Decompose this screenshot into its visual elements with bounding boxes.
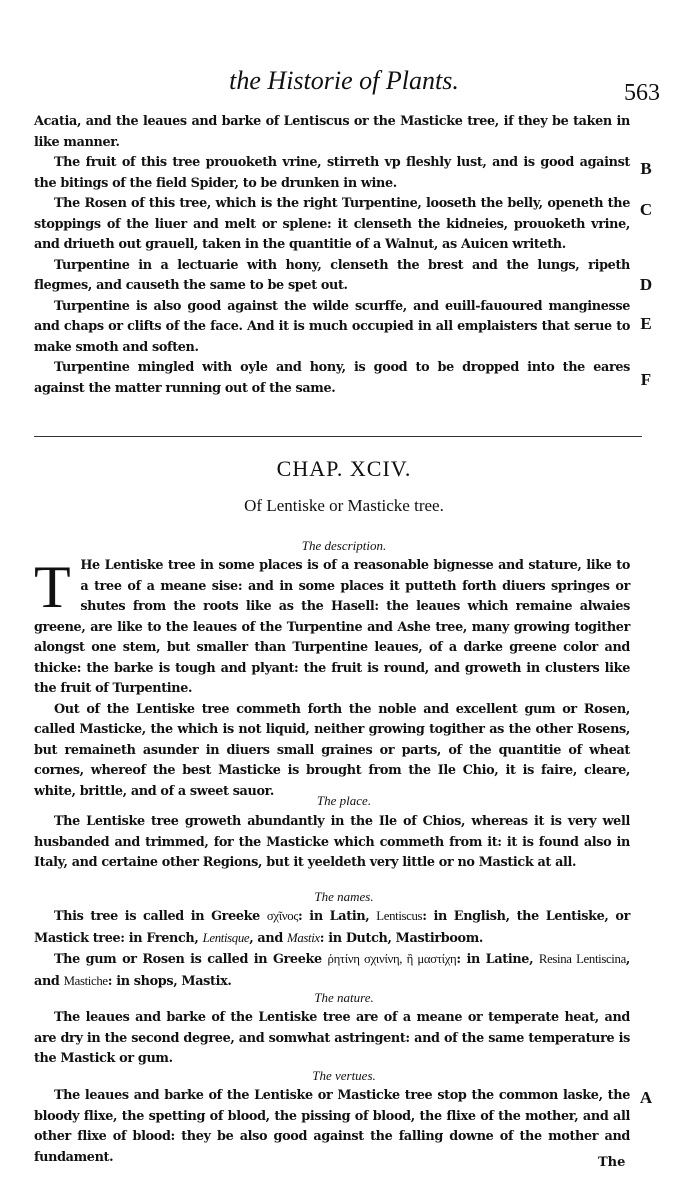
chapter-subtitle: Of Lentiske or Masticke tree. — [244, 496, 444, 515]
nature-section — [34, 1008, 630, 1070]
drop-cap: T — [34, 554, 71, 620]
catchword: The — [598, 1155, 626, 1170]
greek-word: σχῖνος — [266, 909, 299, 923]
section-label-nature: The nature. — [314, 990, 374, 1005]
margin-letter: C — [639, 200, 653, 219]
page-number: 563 — [624, 80, 660, 106]
description-section — [34, 556, 630, 802]
names-section — [34, 906, 630, 992]
paragraph: The fruit of this tree prouoketh vrine, stirreth vp fleshly lust, and is good against the bitings of the field Spider, to be drunken in wine. — [34, 155, 630, 191]
paragraph: The Lentiske tree groweth abundantly in the Ile of Chios, whereas it is very well husbanded and trimmed, for the Masticke which commeth from it: it is found also in Italy, and certaine other Regions, but it yeeldeth very little or no Mastick at all. — [34, 814, 630, 870]
french-word: Lentisque — [202, 930, 250, 945]
paragraph: Turpentine is also good against the wilde scurffe, and euill-fauoured manginesse and chaps or clifts of the face. And it is much occupied in all emplaisters that serue to make smoth and soften. — [34, 298, 630, 355]
place-section — [34, 812, 630, 874]
paragraph: The leaues and barke of the Lentiske tree are of a meane or temperate heat, and are dry in the second degree, and somwhat astringent: and of the same temperature is the Mastick or gum. — [34, 1010, 630, 1066]
top-section — [34, 112, 630, 399]
vertues-section — [34, 1086, 630, 1168]
paragraph: The gum or Rosen is called in Greeke ῥητίνη σχινίνη, ἢ μαστίχη: in Latine, Resina Lentiscina, and Mastiche: in shops, Mastix. — [34, 952, 631, 989]
paragraph: Turpentine in a lectuarie with hony, clenseth the brest and the lungs, ripeth flegmes, and causeth the same to be spet out. — [34, 257, 630, 293]
paragraph: This tree is called in Greeke σχῖνος: in Latin, Lentiscus: in English, the Lentiske, or Mastick tree: in French, Lentisque, and Mastix: in Dutch, Mastirboom. — [34, 909, 630, 946]
latin-word: Mastiche — [63, 973, 108, 988]
margin-letter: E — [640, 314, 652, 333]
greek-word: ῥητίνη σχινίνη, ἢ μαστίχη — [327, 952, 457, 966]
paragraph: The Rosen of this tree, which is the right Turpentine, looseth the belly, openeth the stoppings of the liuer and melt or splene: it clenseth the kidneies, prouoketh vrine, and driueth out grauell, taken in the quantitie of a Walnut, as Auicen writeth. — [34, 196, 630, 252]
margin-letter: D — [639, 275, 653, 294]
chapter-heading: CHAP. XCIV. — [276, 456, 412, 481]
paragraph-text: He Lentiske tree in some places is of a reasonable bignesse and stature, like to a tree of a meane sise: and in some places it putteth forth diuers springes or shutes from the roots like as the Hasell: the leaues which remaine alwaies greene, are like to the leaues of the Turpentine and Ashe tree, many growing togither alongst one stem, but smaller than Turpentine leaues, of a darke greene color and thicke: the barke is tough and plyant: the fruit is round, and groweth in clusters like the fruit of Turpentine. — [34, 558, 630, 696]
margin-letter: B — [640, 159, 652, 178]
french-word: Mastix — [287, 930, 320, 945]
paragraph — [34, 556, 630, 700]
paragraph: Acatia, and the leaues and barke of Lentiscus or the Masticke tree, if they be taken in like manner. — [34, 114, 630, 150]
section-rule — [34, 436, 642, 437]
section-label-place: The place. — [316, 793, 372, 808]
section-label-description: The description. — [301, 538, 387, 553]
running-title: the Historie of Plants. — [229, 66, 459, 95]
running-head — [0, 66, 688, 106]
section-label-vertues: The vertues. — [312, 1068, 376, 1083]
section-label-names: The names. — [314, 889, 374, 904]
latin-word: Lentiscus — [376, 909, 423, 923]
margin-letter: F — [640, 370, 652, 389]
paragraph: Turpentine mingled with oyle and hony, is good to be dropped into the eares against the matter running out of the same. — [34, 360, 630, 396]
latin-word: Resina Lentiscina — [538, 952, 626, 966]
paragraph: Out of the Lentiske tree commeth forth the noble and excellent gum or Rosen, called Masticke, the which is not liquid, neither growing togither as the other Rosens, but remaineth asunder in diuers small graines or parts, of the quantitie of wheat cornes, whereof the best Masticke is brought from the Ile Chio, it is faire, cleare, white, brittle, and of a sweet sauor. — [34, 701, 630, 799]
margin-letter: A — [639, 1088, 653, 1107]
paragraph: The leaues and barke of the Lentiske or Masticke tree stop the common laske, the bloody flixe, the spetting of blood, the pissing of blood, the flixe of the mother, and all other flixe of blood: they be also good against the falling downe of the mother and fundament. — [34, 1088, 630, 1165]
